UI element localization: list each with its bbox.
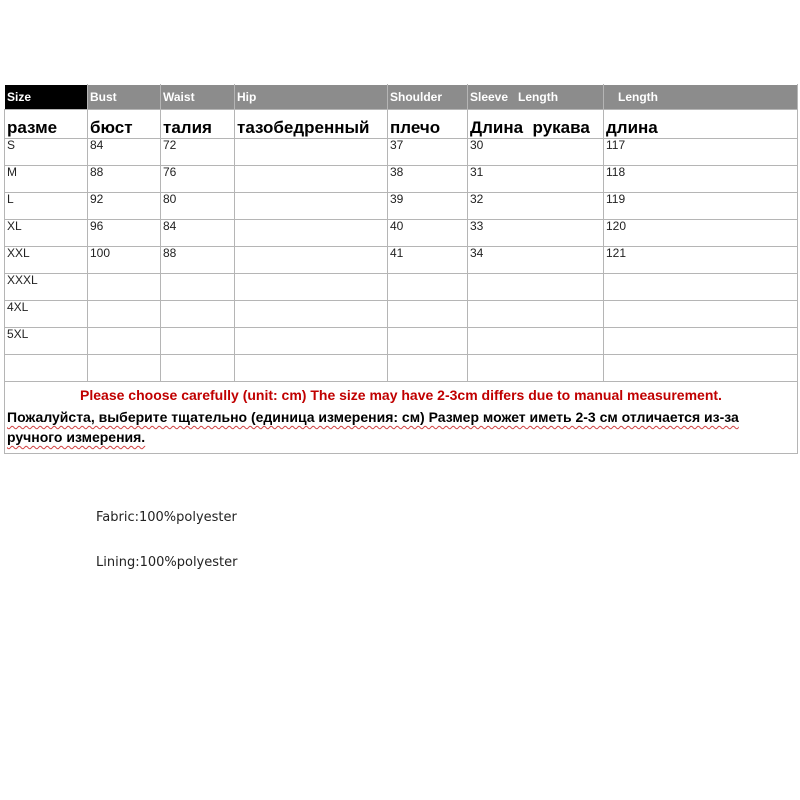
cell-length: 118 (604, 166, 798, 193)
cell-waist: 72 (161, 139, 235, 166)
note-english: Please choose carefully (unit: cm) The size may have 2-3cm differs due to manual measurement. (80, 387, 722, 403)
cell-size: M (5, 166, 88, 193)
cell-waist (161, 355, 235, 382)
cell-sleeve: 32 (468, 193, 604, 220)
cell-hip (235, 301, 388, 328)
cell-sleeve (468, 274, 604, 301)
table-row (5, 328, 798, 355)
ru-header-waist: талия (161, 110, 235, 139)
measurement-note-row (5, 382, 798, 454)
english-header-row (5, 85, 798, 110)
cell-shoulder (388, 328, 468, 355)
cell-size: 5XL (5, 328, 88, 355)
cell-size: XXL (5, 247, 88, 274)
cell-waist: 76 (161, 166, 235, 193)
fabric-text: Fabric:100%polyester (96, 510, 237, 525)
cell-waist (161, 328, 235, 355)
cell-bust (88, 301, 161, 328)
cell-size: 4XL (5, 301, 88, 328)
cell-sleeve: 30 (468, 139, 604, 166)
cell-length (604, 301, 798, 328)
header-hip: Hip (235, 85, 388, 110)
cell-shoulder (388, 355, 468, 382)
cell-length (604, 355, 798, 382)
measurement-note-cell (5, 382, 798, 454)
cell-sleeve: 34 (468, 247, 604, 274)
ru-header-size: разме (5, 110, 88, 139)
header-length: Length (604, 85, 798, 110)
cell-waist: 80 (161, 193, 235, 220)
cell-shoulder: 37 (388, 139, 468, 166)
cell-length: 119 (604, 193, 798, 220)
cell-bust: 96 (88, 220, 161, 247)
cell-size: XL (5, 220, 88, 247)
cell-length (604, 328, 798, 355)
table-row (5, 193, 798, 220)
size-chart-table (4, 84, 798, 454)
ru-header-bust: бюст (88, 110, 161, 139)
lining-text: Lining:100%polyester (96, 555, 238, 570)
cell-sleeve (468, 355, 604, 382)
table-row (5, 247, 798, 274)
cell-bust: 92 (88, 193, 161, 220)
cell-bust: 100 (88, 247, 161, 274)
cell-shoulder (388, 301, 468, 328)
cell-length: 117 (604, 139, 798, 166)
cell-waist (161, 274, 235, 301)
cell-waist: 84 (161, 220, 235, 247)
cell-hip (235, 193, 388, 220)
cell-hip (235, 166, 388, 193)
cell-sleeve (468, 328, 604, 355)
cell-size (5, 355, 88, 382)
cell-bust (88, 328, 161, 355)
cell-hip (235, 139, 388, 166)
cell-bust (88, 355, 161, 382)
cell-size: S (5, 139, 88, 166)
cell-bust: 88 (88, 166, 161, 193)
cell-size: L (5, 193, 88, 220)
cell-length (604, 274, 798, 301)
table-row (5, 355, 798, 382)
ru-header-hip: тазобедренный (235, 110, 388, 139)
note-russian: Пожалуйста, выберите тщательно (единица измерения: см) Размер может иметь 2-3 см отличается из-за ручного измерения. (7, 409, 739, 445)
cell-shoulder: 41 (388, 247, 468, 274)
cell-hip (235, 355, 388, 382)
cell-shoulder: 38 (388, 166, 468, 193)
header-shoulder: Shoulder (388, 85, 468, 110)
cell-waist (161, 301, 235, 328)
table-row (5, 166, 798, 193)
table-row (5, 220, 798, 247)
ru-header-sleeve-length: Длина рукава (468, 110, 604, 139)
cell-sleeve (468, 301, 604, 328)
header-sleeve-length: Sleeve Length (468, 85, 604, 110)
cell-shoulder: 39 (388, 193, 468, 220)
russian-header-row (5, 110, 798, 139)
cell-sleeve: 31 (468, 166, 604, 193)
cell-hip (235, 247, 388, 274)
cell-size: XXXL (5, 274, 88, 301)
header-waist: Waist (161, 85, 235, 110)
cell-bust (88, 274, 161, 301)
cell-shoulder (388, 274, 468, 301)
ru-header-shoulder: плечо (388, 110, 468, 139)
cell-waist: 88 (161, 247, 235, 274)
cell-hip (235, 274, 388, 301)
header-size: Size (5, 85, 88, 110)
header-bust: Bust (88, 85, 161, 110)
cell-hip (235, 328, 388, 355)
table-row (5, 274, 798, 301)
table-row (5, 301, 798, 328)
cell-length: 121 (604, 247, 798, 274)
ru-header-length: длина (604, 110, 798, 139)
cell-sleeve: 33 (468, 220, 604, 247)
cell-length: 120 (604, 220, 798, 247)
cell-hip (235, 220, 388, 247)
cell-shoulder: 40 (388, 220, 468, 247)
cell-bust: 84 (88, 139, 161, 166)
table-row (5, 139, 798, 166)
